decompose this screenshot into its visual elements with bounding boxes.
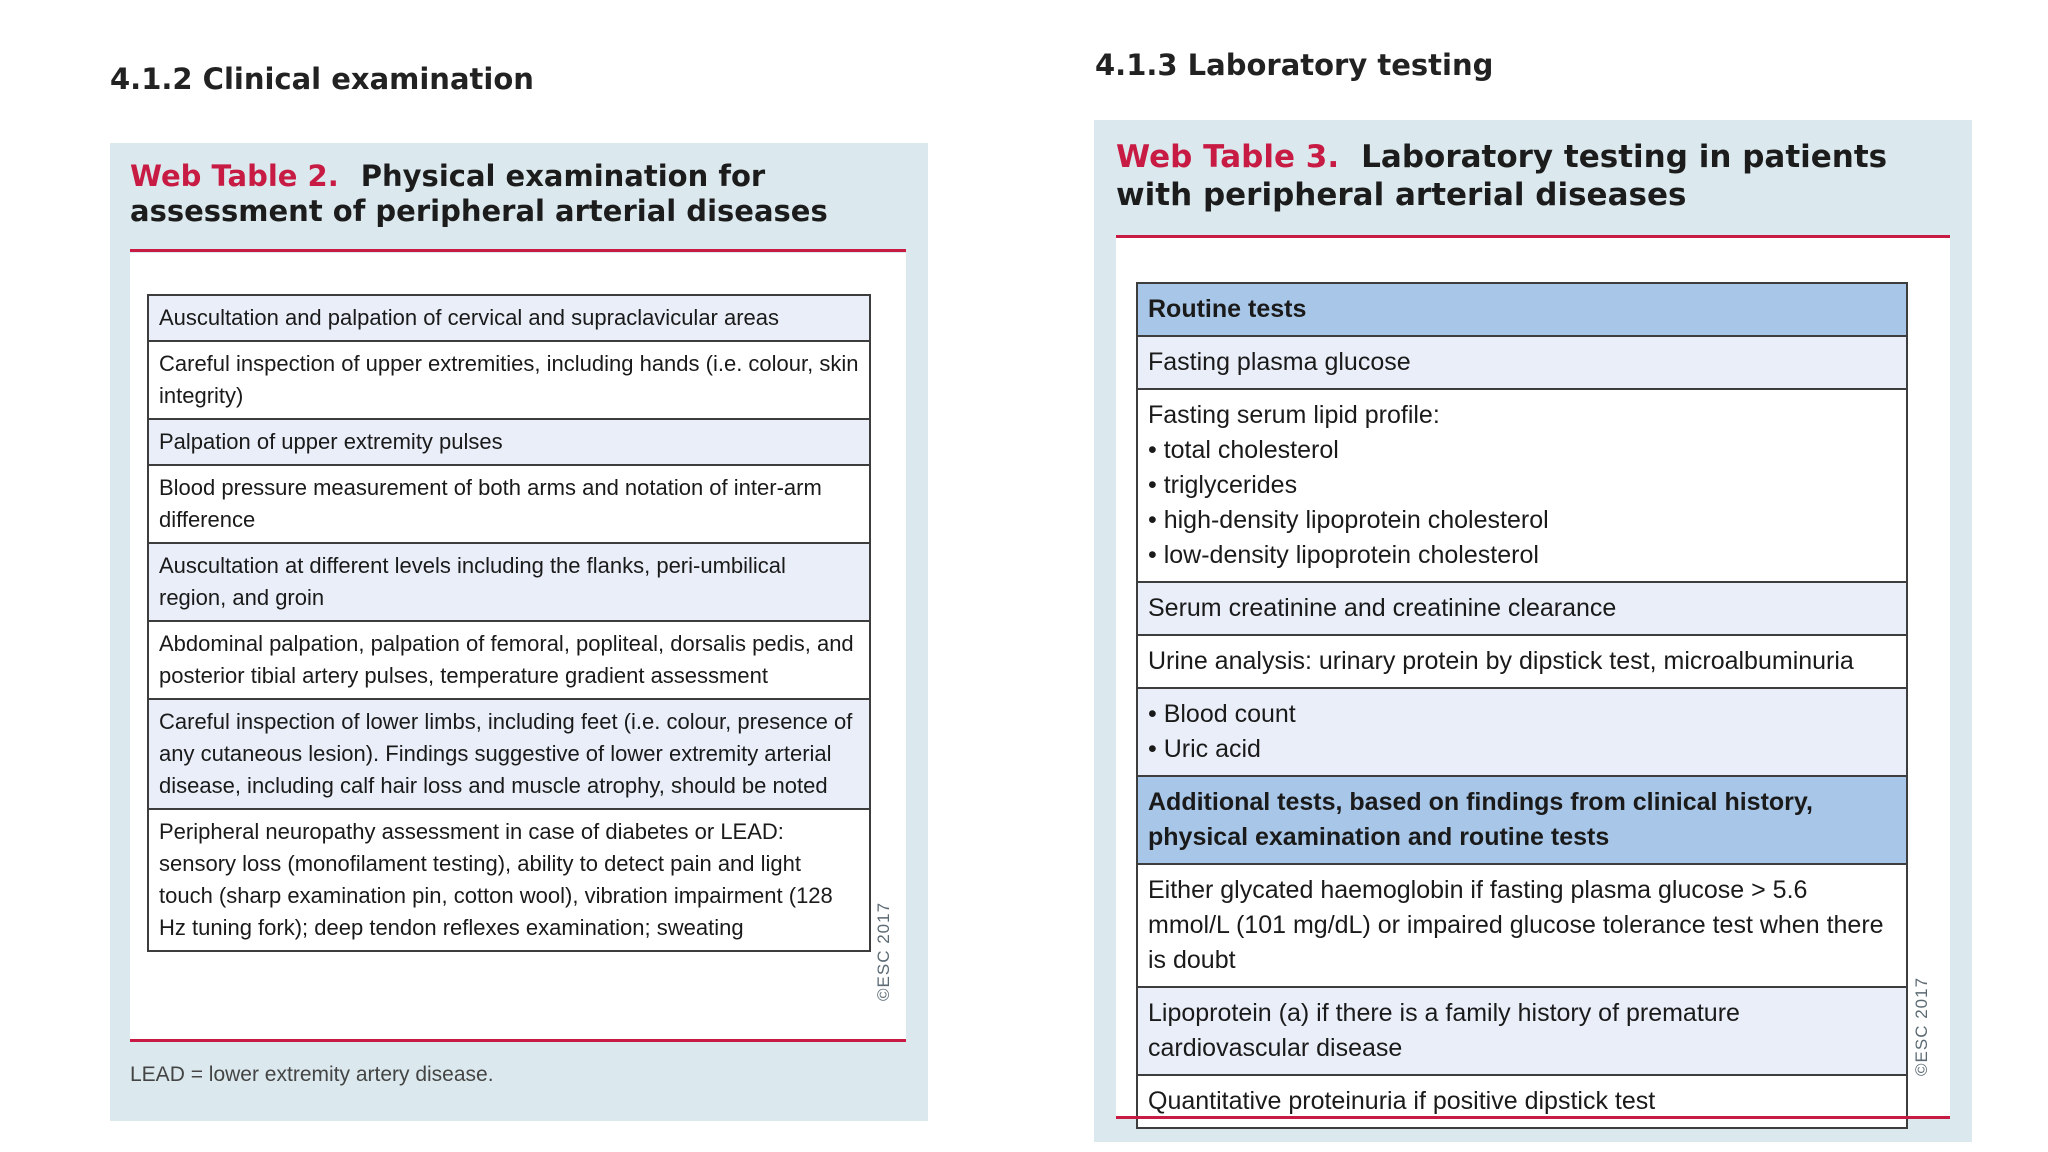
table-cell: Quantitative proteinuria if positive dipstick test [1137, 1075, 1907, 1128]
table-cell: Abdominal palpation, palpation of femoral, popliteal, dorsalis pedis, and posterior tibial artery pulses, temperature gradient assessment [148, 621, 870, 699]
red-divider-bottom [130, 1039, 906, 1042]
lipid-profile-cell [1137, 389, 1907, 582]
table-row [1137, 688, 1907, 776]
table-row [148, 419, 870, 465]
table-row [148, 699, 870, 809]
blood-tests-cell [1137, 688, 1907, 776]
esc-copyright-watermark: ©ESC 2017 [1912, 976, 1931, 1076]
table-cell: Blood pressure measurement of both arms and notation of inter-arm difference [148, 465, 870, 543]
table-cell: Fasting plasma glucose [1137, 336, 1907, 389]
table-row [148, 621, 870, 699]
physical-examination-table [147, 294, 871, 952]
table-row [148, 465, 870, 543]
red-divider-top [1116, 235, 1950, 238]
table-row [1137, 389, 1907, 582]
table-cell: Either glycated haemoglobin if fasting plasma glucose > 5.6 mmol/L (101 mg/dL) or impaired glucose tolerance test when there is doubt [1137, 864, 1907, 987]
table-title-text: Physical examination for assessment of peripheral arterial diseases [130, 159, 828, 228]
table-title-text: Laboratory testing in patients with peripheral arterial diseases [1116, 139, 1888, 213]
table-row [148, 341, 870, 419]
list-item: • total cholesterol [1148, 433, 1896, 468]
table-cell: Serum creatinine and creatinine clearance [1137, 582, 1907, 635]
table-row [1137, 582, 1907, 635]
additional-tests-header: Additional tests, based on findings from clinical history, physical examination and routine tests [1137, 776, 1907, 864]
table-label: Web Table 3. [1116, 139, 1340, 175]
section-heading-clinical-examination: 4.1.2 Clinical examination [110, 62, 534, 96]
table-cell: Palpation of upper extremity pulses [148, 419, 870, 465]
table-label: Web Table 2. [130, 159, 339, 193]
red-divider-top [130, 249, 906, 252]
table-row [1137, 987, 1907, 1075]
web-table-3-panel [1094, 120, 1972, 1142]
table-row [1137, 635, 1907, 688]
routine-tests-header: Routine tests [1137, 283, 1907, 336]
list-item: • triglycerides [1148, 468, 1896, 503]
table-row [1137, 864, 1907, 987]
table-cell: Careful inspection of lower limbs, including feet (i.e. colour, presence of any cutaneous lesion). Findings suggestive of lower extremity arterial disease, including calf hair loss and muscle atrophy, should be noted [148, 699, 870, 809]
list-item: • Blood count [1148, 697, 1896, 732]
table-title [130, 159, 920, 229]
list-item: • Uric acid [1148, 732, 1896, 767]
table-cell: Auscultation and palpation of cervical and supraclavicular areas [148, 295, 870, 341]
table-row [1137, 283, 1907, 336]
table-row [1137, 336, 1907, 389]
list-item: • low-density lipoprotein cholesterol [1148, 538, 1896, 573]
table-row [1137, 776, 1907, 864]
table-title [1116, 138, 1956, 214]
table-row [1137, 1075, 1907, 1128]
red-divider-bottom [1116, 1116, 1950, 1119]
lipid-profile-label: Fasting serum lipid profile: [1148, 401, 1440, 429]
web-table-2-panel [110, 143, 928, 1121]
table-cell: Urine analysis: urinary protein by dipstick test, microalbuminuria [1137, 635, 1907, 688]
table-row [148, 543, 870, 621]
table-footnote: LEAD = lower extremity artery disease. [130, 1063, 494, 1086]
table-cell: Peripheral neuropathy assessment in case of diabetes or LEAD: sensory loss (monofilament testing), ability to detect pain and light touch (sharp examination pin, cotton wool), vibration impairment (128 Hz tuning fork); deep tendon reflexes examination; sweating [148, 809, 870, 951]
section-heading-laboratory-testing: 4.1.3 Laboratory testing [1095, 48, 1494, 82]
esc-copyright-watermark: ©ESC 2017 [874, 901, 893, 1001]
laboratory-testing-table [1136, 282, 1908, 1129]
table-cell: Lipoprotein (a) if there is a family history of premature cardiovascular disease [1137, 987, 1907, 1075]
table-row [148, 295, 870, 341]
table-cell: Auscultation at different levels including the flanks, peri-umbilical region, and groin [148, 543, 870, 621]
table-cell: Careful inspection of upper extremities, including hands (i.e. colour, skin integrity) [148, 341, 870, 419]
table-row [148, 809, 870, 951]
list-item: • high-density lipoprotein cholesterol [1148, 503, 1896, 538]
